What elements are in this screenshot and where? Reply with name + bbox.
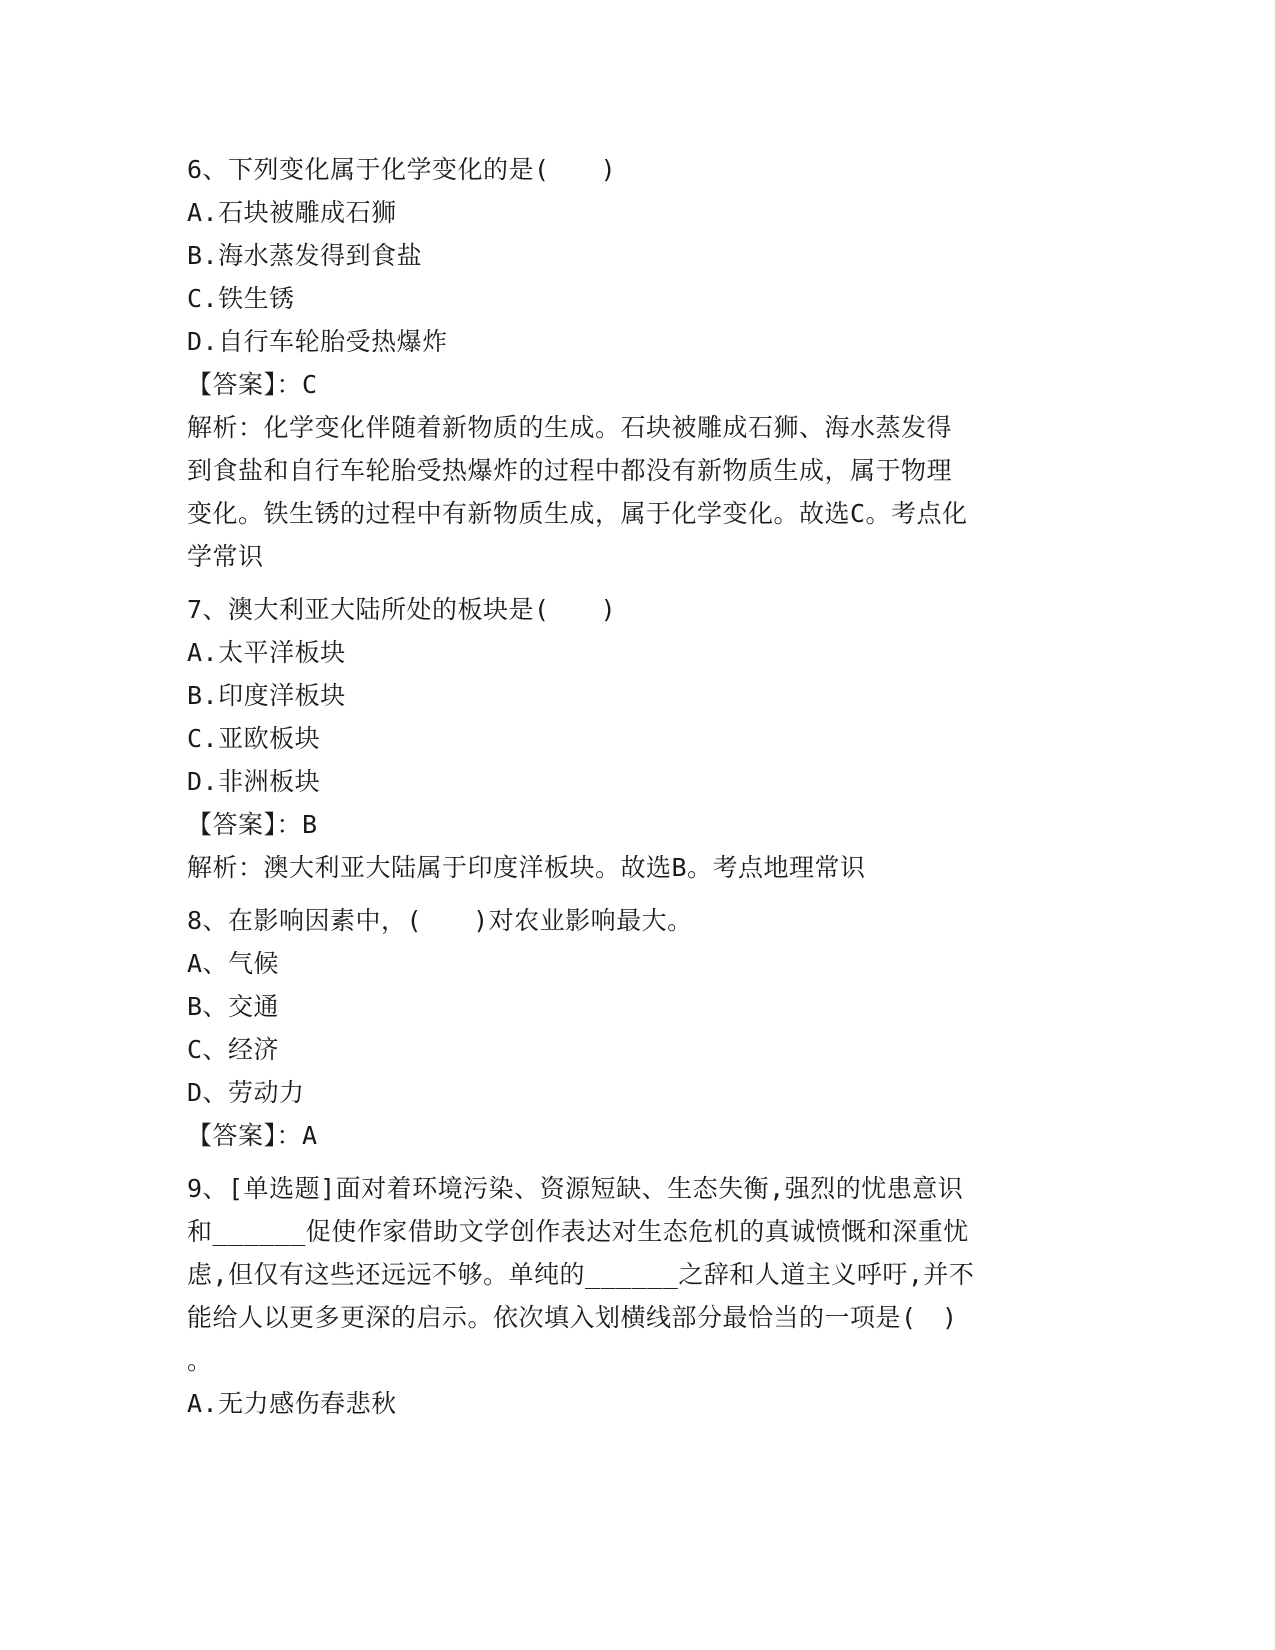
option-a: A.无力感伤春悲秋	[187, 1389, 397, 1418]
analysis-line: 学常识	[187, 542, 264, 571]
question-9	[187, 1167, 1087, 1425]
analysis-line: 到食盐和自行车轮胎受热爆炸的过程中都没有新物质生成，属于物理	[187, 456, 953, 485]
option-b: B、交通	[187, 992, 280, 1021]
answer-label: 【答案】	[187, 370, 277, 399]
question-6	[187, 148, 1087, 578]
question-stem-line: 能给人以更多更深的启示。依次填入划横线部分最恰当的一项是( )	[187, 1303, 958, 1332]
answer-value: B	[302, 810, 318, 839]
option-d: D.非洲板块	[187, 767, 321, 796]
answer-label: 【答案】	[187, 810, 277, 839]
question-stem: 8、在影响因素中，( )对农业影响最大。	[187, 906, 693, 935]
answer-colon: ：	[276, 810, 303, 839]
option-a: A、气候	[187, 949, 280, 978]
analysis-line: 解析：化学变化伴随着新物质的生成。石块被雕成石狮、海水蒸发得	[187, 413, 953, 442]
question-8	[187, 899, 1087, 1157]
answer-line	[187, 1114, 1087, 1157]
option-c: C、经济	[187, 1035, 280, 1064]
option-d: D、劳动力	[187, 1078, 305, 1107]
question-stem: 7、澳大利亚大陆所处的板块是( )	[187, 595, 617, 624]
option-c: C.铁生锈	[187, 284, 295, 313]
option-a: A.太平洋板块	[187, 638, 346, 667]
analysis-line: 解析：澳大利亚大陆属于印度洋板块。故选B。考点地理常识	[187, 853, 866, 882]
question-stem-line: 。	[187, 1346, 213, 1375]
option-d: D.自行车轮胎受热爆炸	[187, 327, 448, 356]
option-a: A.石块被雕成石狮	[187, 198, 397, 227]
answer-line	[187, 803, 1087, 846]
option-c: C.亚欧板块	[187, 724, 321, 753]
question-stem-line: 9、[单选题]面对着环境污染、资源短缺、生态失衡,强烈的忧患意识	[187, 1174, 964, 1203]
analysis-line: 变化。铁生锈的过程中有新物质生成，属于化学变化。故选C。考点化	[187, 499, 968, 528]
question-stem-line: 虑,但仅有这些还远远不够。单纯的______之辞和人道主义呼吁,并不	[187, 1260, 975, 1289]
question-7	[187, 588, 1087, 889]
answer-value: A	[302, 1121, 318, 1150]
option-b: B.海水蒸发得到食盐	[187, 241, 423, 270]
document-content	[187, 148, 1087, 1435]
answer-colon: ：	[276, 1121, 303, 1150]
answer-line	[187, 363, 1087, 406]
question-stem-line: 和______促使作家借助文学创作表达对生态危机的真诚愤慨和深重忧	[187, 1217, 969, 1246]
answer-value: C	[302, 370, 318, 399]
answer-colon: ：	[276, 370, 303, 399]
question-stem: 6、下列变化属于化学变化的是( )	[187, 155, 617, 184]
option-b: B.印度洋板块	[187, 681, 346, 710]
answer-label: 【答案】	[187, 1121, 277, 1150]
